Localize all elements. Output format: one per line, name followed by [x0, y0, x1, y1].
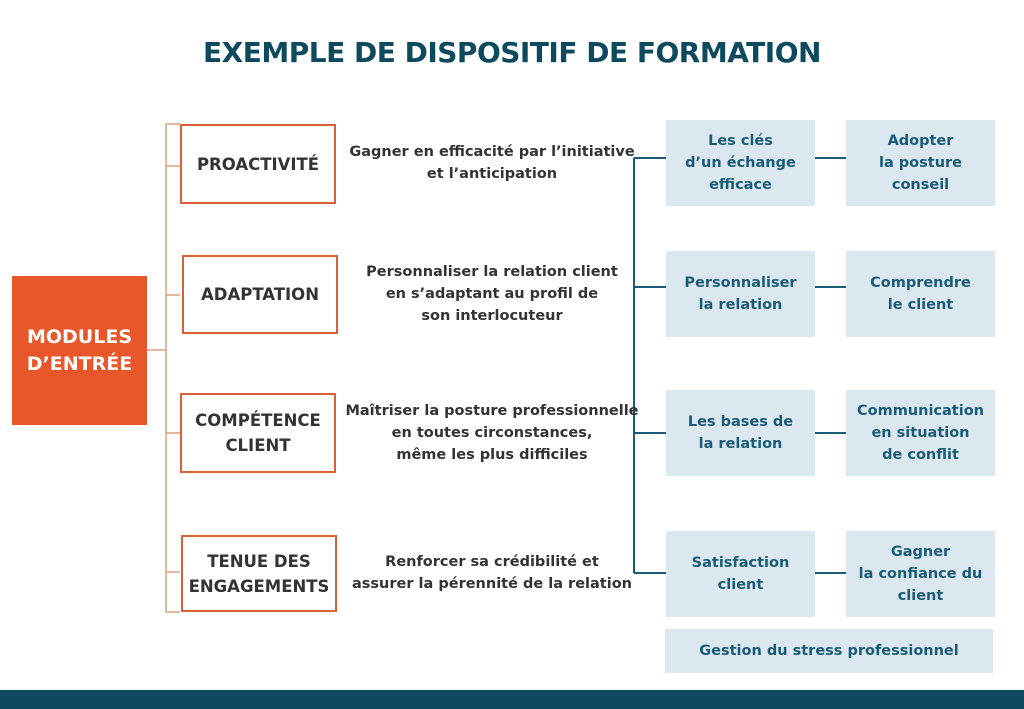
module-tenue-des-engagements: TENUE DES ENGAGEMENTS	[181, 535, 337, 612]
step2-box-1: Adopter la posture conseil	[846, 120, 995, 206]
step2-box-4: Gagner la confiance du client	[846, 531, 995, 617]
entry-modules-box: MODULES D’ENTRÉE	[12, 276, 147, 425]
step2-box-3: Communication en situation de conflit	[846, 390, 995, 476]
description-competence-client: Maîtriser la posture professionnelle en toutes circonstances, même les plus difficiles	[345, 403, 639, 463]
description-proactivite: Gagner en efficacité par l’initiative et l’anticipation	[349, 144, 635, 182]
step1-box-1: Les clés d’un échange efficace	[666, 120, 815, 206]
module-adaptation: ADAPTATION	[182, 255, 338, 334]
description-tenue-des-engagements: Renforcer sa crédibilité et assurer la pérennité de la relation	[352, 554, 632, 592]
footer-bar	[0, 690, 1024, 709]
stress-module-box: Gestion du stress professionnel	[665, 629, 993, 673]
module-proactivite: PROACTIVITÉ	[180, 124, 336, 204]
step1-box-2: Personnaliser la relation	[666, 251, 815, 337]
step2-box-2: Comprendre le client	[846, 251, 995, 337]
page-title: EXEMPLE DE DISPOSITIF DE FORMATION	[203, 36, 821, 69]
description-adaptation: Personnaliser la relation client en s’adaptant au profil de son interlocuteur	[366, 264, 618, 324]
module-competence-client: COMPÉTENCE CLIENT	[180, 393, 336, 473]
step1-box-3: Les bases de la relation	[666, 390, 815, 476]
step1-box-4: Satisfaction client	[666, 531, 815, 617]
